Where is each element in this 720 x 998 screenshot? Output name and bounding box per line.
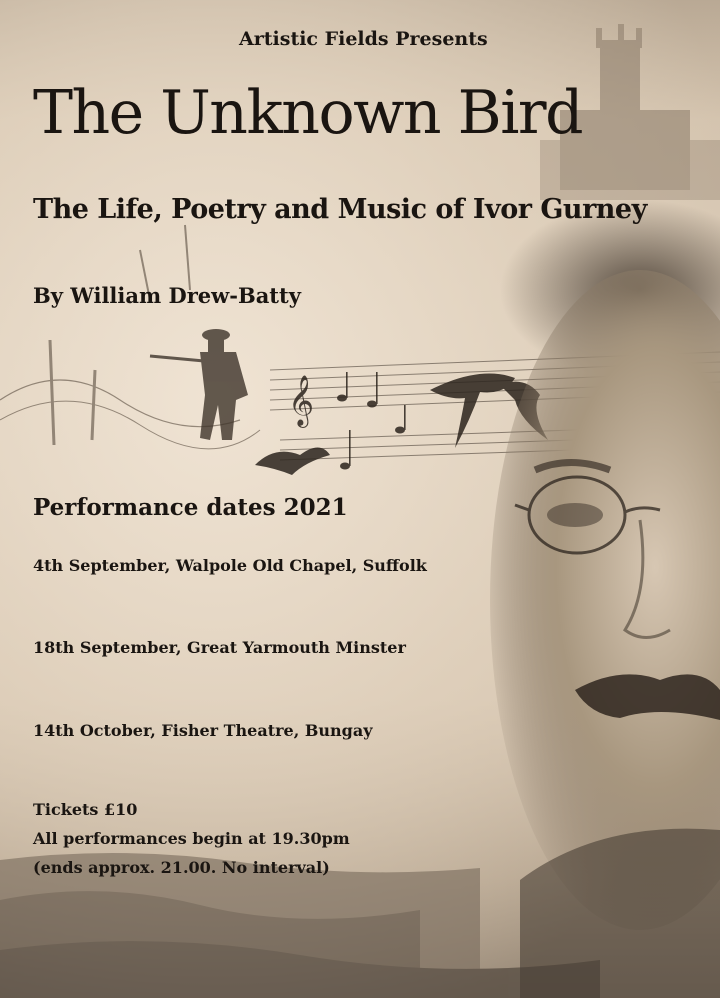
end-time: (ends approx. 21.00. No interval) (33, 858, 330, 877)
performance-date-3: 14th October, Fisher Theatre, Bungay (33, 721, 373, 740)
page-subtitle: The Life, Poetry and Music of Ivor Gurney (33, 194, 647, 225)
svg-text:𝄞: 𝄞 (288, 375, 315, 426)
ticket-price: Tickets £10 (33, 800, 138, 819)
portrait-image (490, 200, 720, 998)
soldier-silhouette-image (150, 329, 248, 440)
page-title: The Unknown Bird (33, 78, 583, 148)
performance-dates-heading: Performance dates 2021 (33, 494, 348, 521)
start-time: All performances begin at 19.30pm (33, 829, 350, 848)
performance-date-2: 18th September, Great Yarmouth Minster (33, 638, 406, 657)
author-line: By William Drew-Batty (33, 283, 301, 308)
presenter-line: Artistic Fields Presents (239, 28, 488, 50)
performance-date-1: 4th September, Walpole Old Chapel, Suffolk (33, 556, 427, 575)
